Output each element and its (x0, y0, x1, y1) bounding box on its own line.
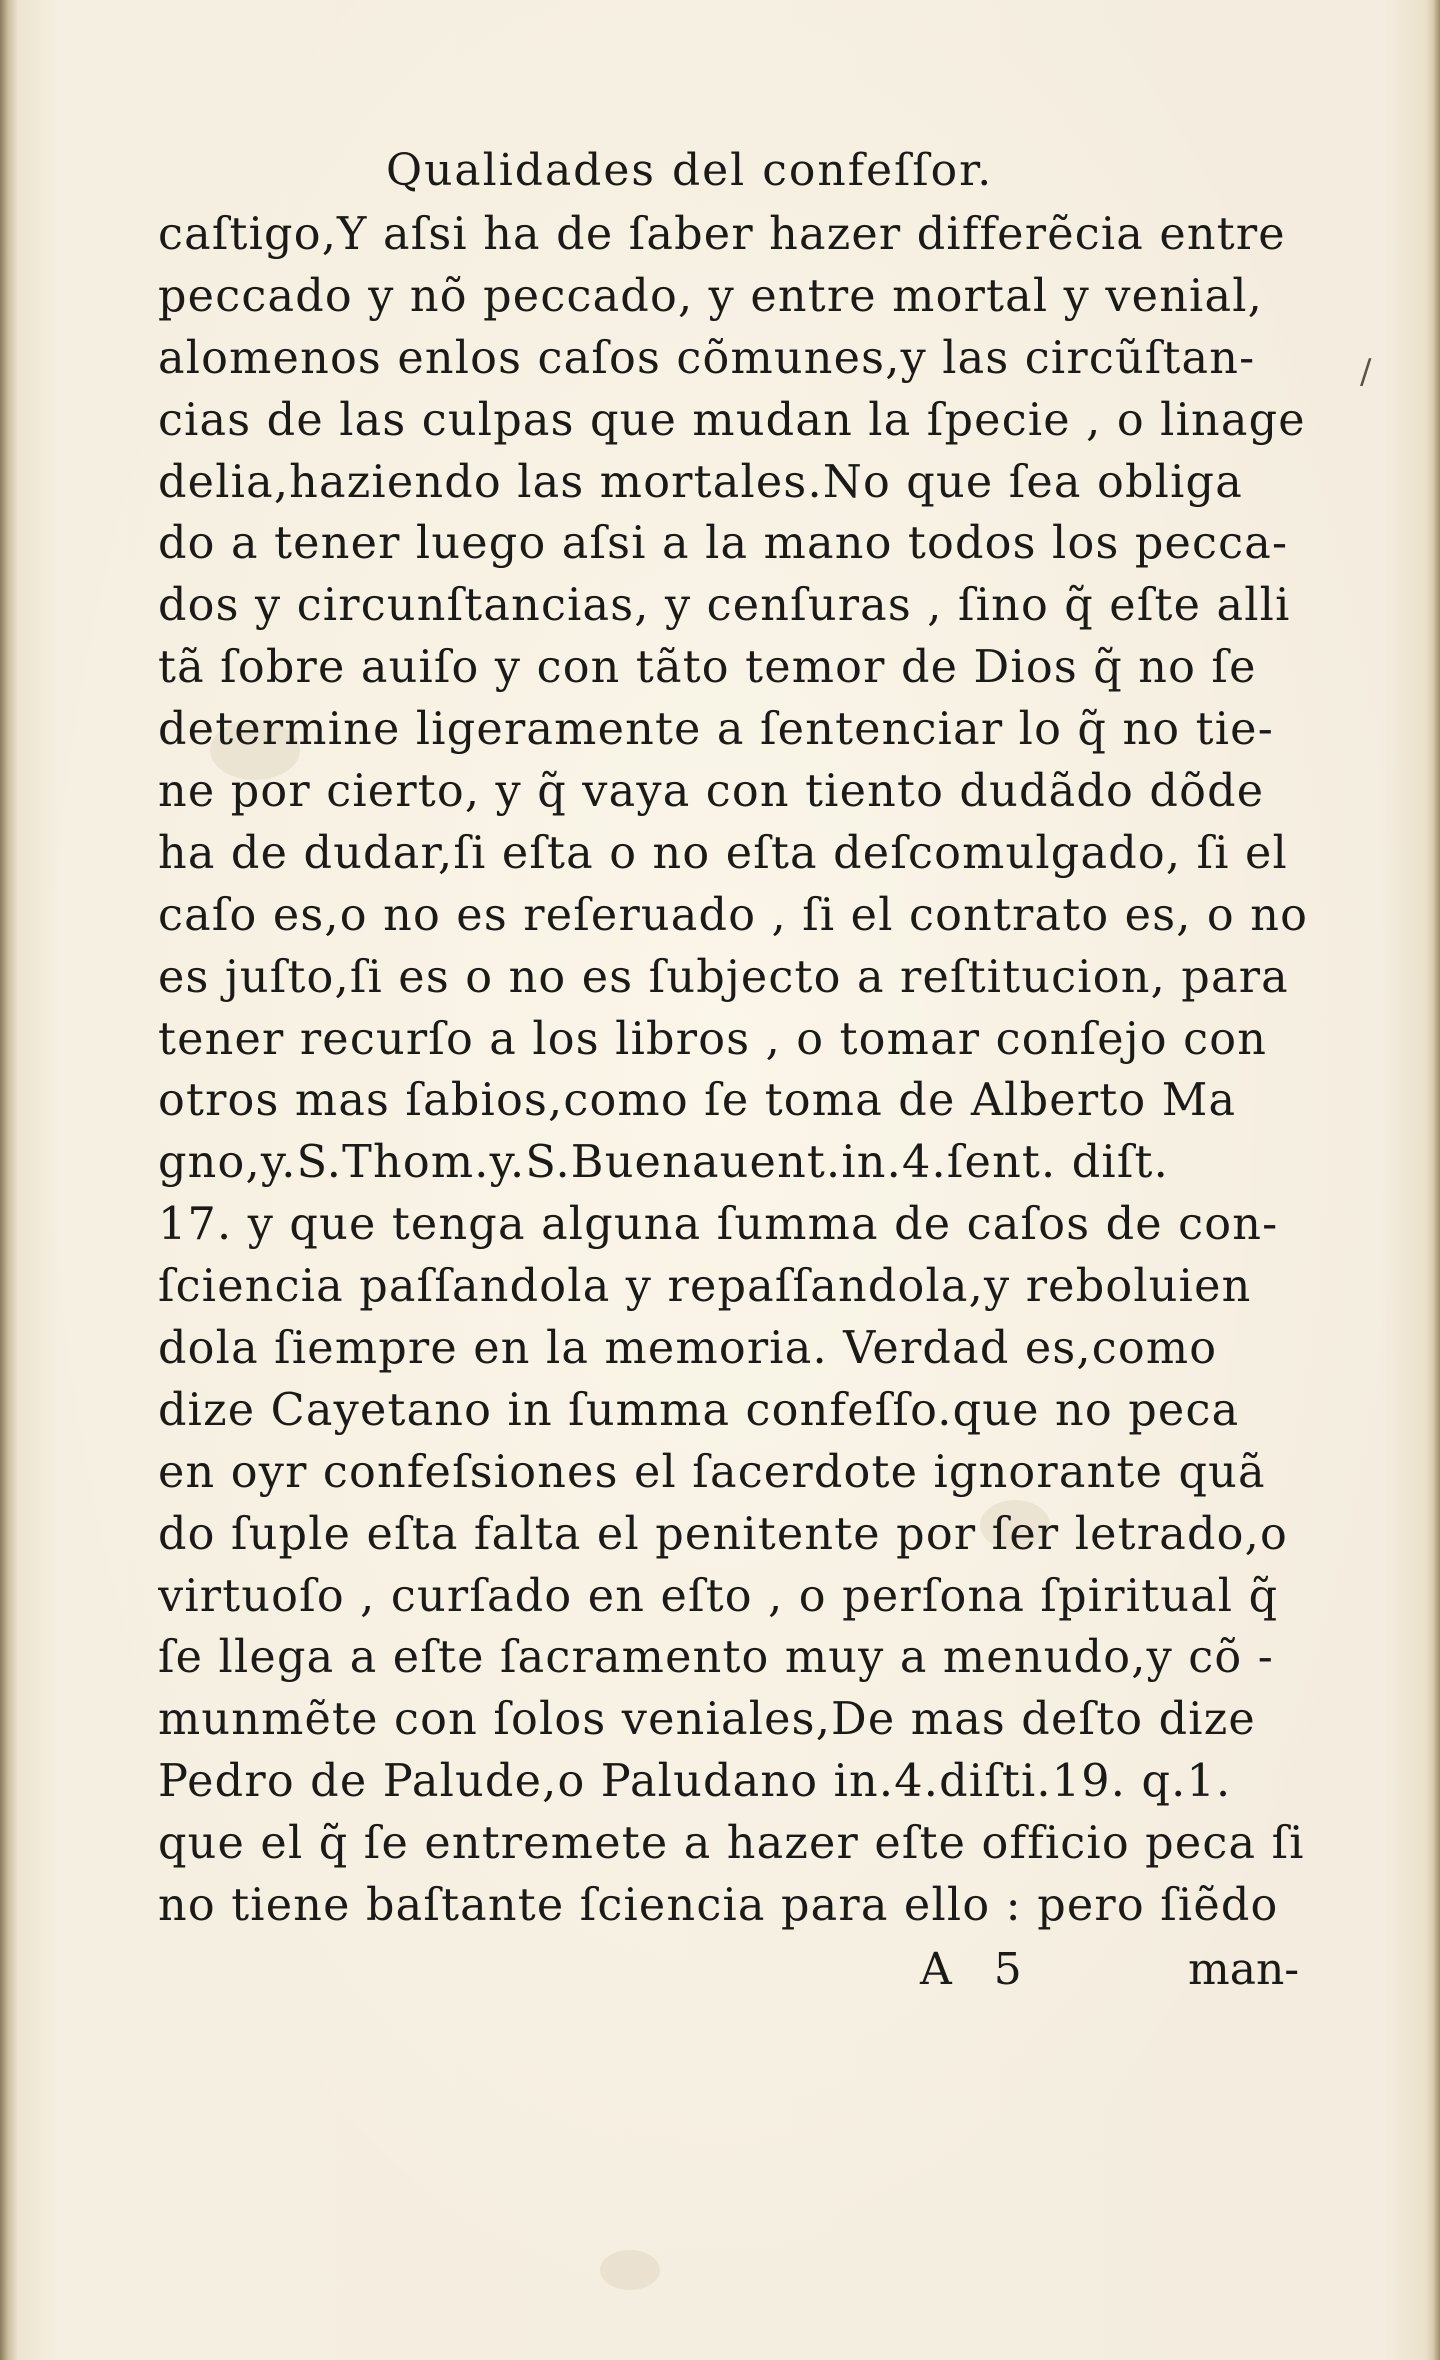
text-line: tener recurſo a los libros , o tomar conſejo con (158, 1013, 1268, 1065)
text-line: que el q̃ ſe entremete a hazer eſte officio peca ſi (158, 1818, 1305, 1870)
text-line: gno,y.S.Thom.y.S.Buenauent.in.4.ſent. diſt. (158, 1137, 1169, 1189)
page-edge-right (1426, 0, 1440, 2360)
text-line: caſo es,o no es reſeruado , ſi el contrato es, o no (158, 889, 1309, 941)
text-block (158, 138, 1338, 2003)
text-line: no tiene baſtante ſciencia para ello : pero ſiẽdo (158, 1880, 1279, 1932)
text-line: ſe llega a eſte ſacramento muy a menudo,y cõ - (158, 1632, 1274, 1684)
text-line: tã ſobre auiſo y con tãto temor de Dios q̃ no ſe (158, 642, 1257, 694)
text-line: determine ligeramente a ſentenciar lo q̃ no tie- (158, 704, 1274, 756)
signature-mark: A 5 (920, 1943, 1036, 1995)
text-line: munmẽte con ſolos veniales,De mas deſto dize (158, 1694, 1256, 1746)
page-footer (158, 1937, 1338, 2003)
text-line: dola ſiempre en la memoria. Verdad es,como (158, 1323, 1218, 1375)
page-edge-left (0, 0, 18, 2360)
text-line: otros mas ſabios,como ſe toma de Alberto Ma (158, 1075, 1237, 1127)
text-line: ne por cierto, y q̃ vaya con tiento dudãdo dõde (158, 766, 1265, 818)
running-head: Qualidades del confeſſor. (386, 145, 994, 196)
text-line: ha de dudar,ſi eſta o no eſta deſcomulgado, ſi el (158, 827, 1288, 879)
text-line: dos y circunſtancias, y cenſuras , ſino q̃ eſte alli (158, 580, 1291, 632)
text-line: en oyr confeſsiones el ſacerdote ignorante quã (158, 1446, 1266, 1498)
text-line: cias de las culpas que mudan la ſpecie , o linage (158, 394, 1306, 446)
text-line: es juſto,ſi es o no es ſubjecto a reſtitucion, para (158, 951, 1289, 1003)
text-line: caſtigo,Y aſsi ha de ſaber hazer differẽcia entre (158, 209, 1286, 260)
text-line: do a tener luego aſsi a la mano todos los pecca- (158, 518, 1289, 570)
text-line: 17. y que tenga alguna ſumma de caſos de con- (158, 1199, 1279, 1251)
text-line: Pedro de Palude,o Paludano in.4.diſti.19. q.1. (158, 1756, 1232, 1808)
text-line: virtuoſo , curſado en eſto , o perſona ſpiritual q̃ (158, 1570, 1279, 1622)
text-line: alomenos enlos caſos cõmunes,y las circũſtan- (158, 332, 1256, 384)
text-line: do ſuple eſta falta el penitente por ſer letrado,o (158, 1508, 1288, 1560)
paper-stain (600, 2250, 660, 2290)
text-line: peccado y nõ peccado, y entre mortal y venial, (158, 270, 1263, 322)
text-line: delia,haziendo las mortales.No que ſea obliga (158, 456, 1243, 508)
text-line: dize Cayetano in ſumma confeſſo.que no peca (158, 1384, 1240, 1436)
text-line: ſciencia paſſandola y repaſſandola,y reboluien (158, 1261, 1252, 1313)
catchword: man- (1188, 1943, 1300, 1995)
margin-pen-mark: / (1360, 352, 1372, 392)
